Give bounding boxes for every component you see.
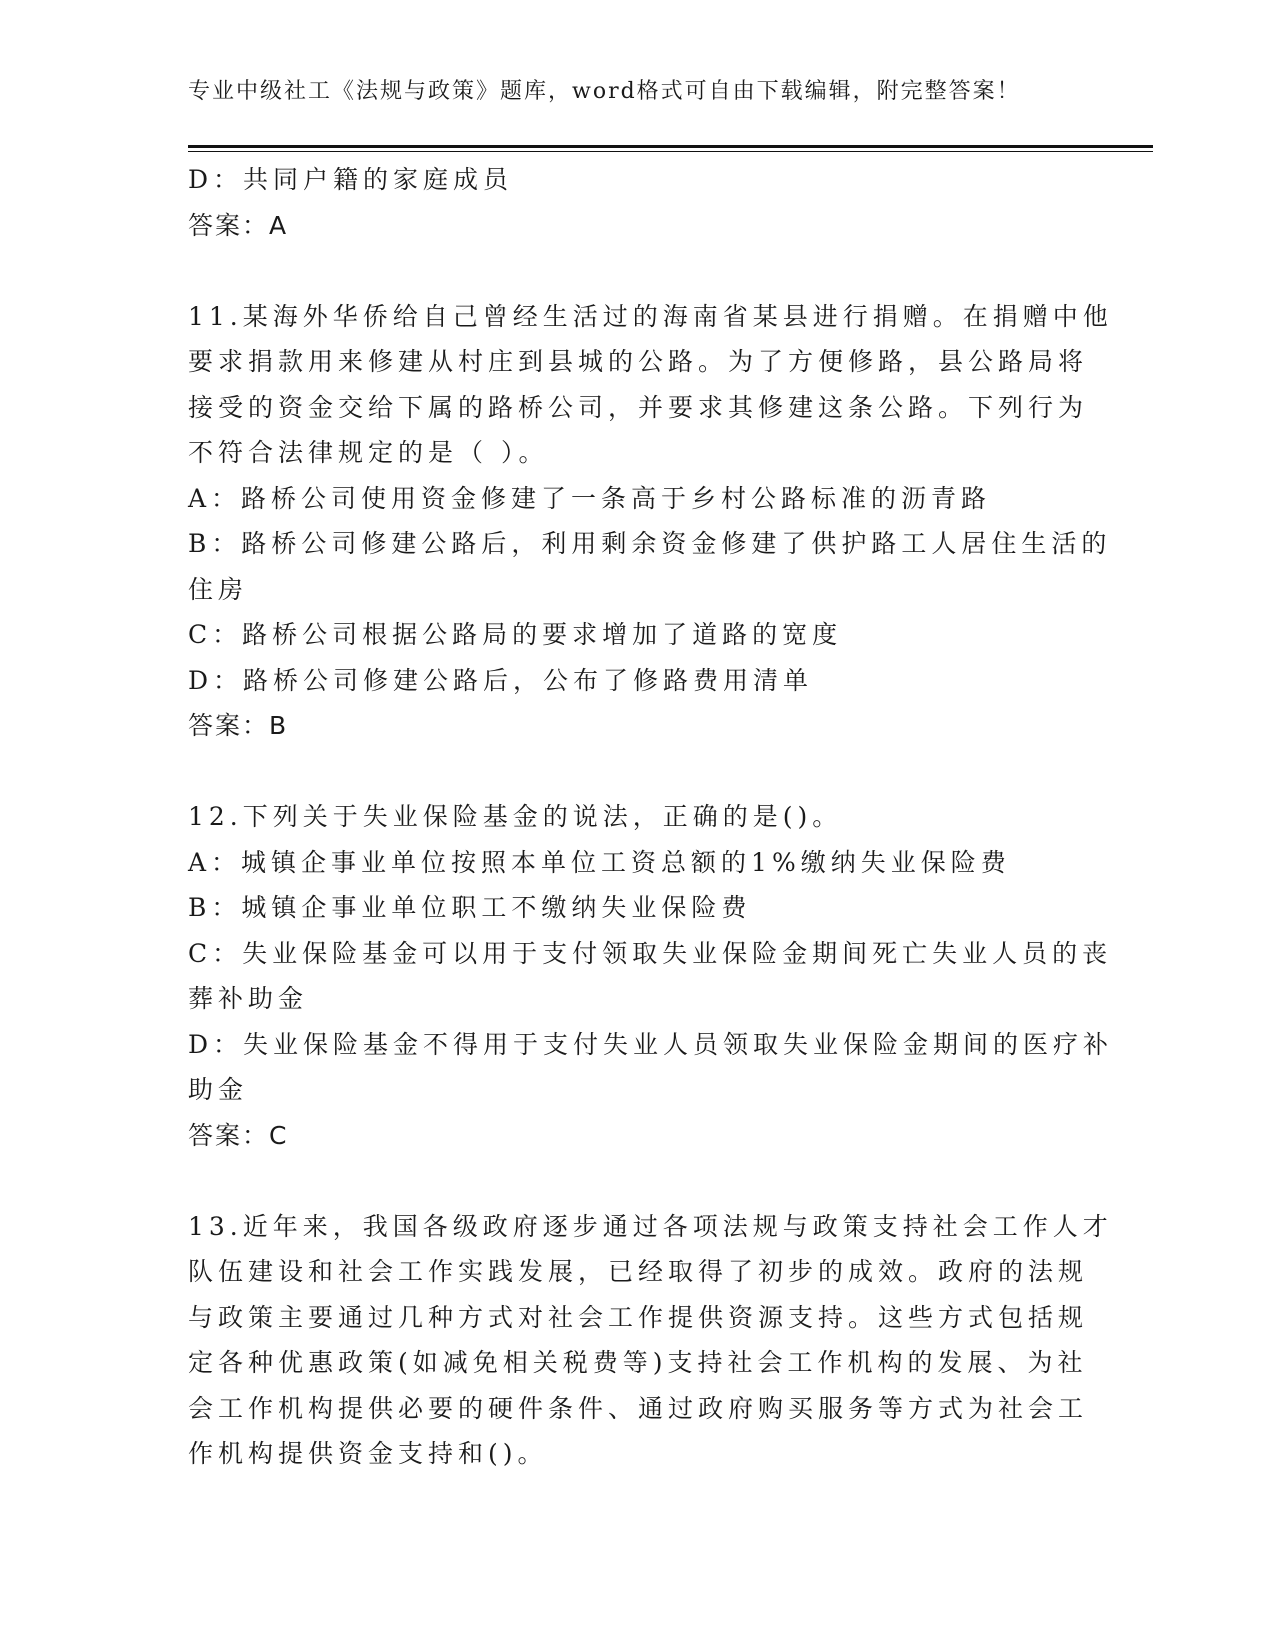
- question-13: [188, 1204, 1113, 1477]
- prev-option-d: D：共同户籍的家庭成员: [188, 165, 514, 194]
- page-header: 专业中级社工《法规与政策》题库，word格式可自由下载编辑，附完整答案！: [188, 79, 1021, 104]
- q12-option-a: A：城镇企事业单位按照本单位工资总额的1%缴纳失业保险费: [188, 847, 1011, 877]
- q12-option-d-cont: 助金: [188, 1075, 249, 1104]
- spacer: [188, 248, 1088, 294]
- q13-stem-line: 与政策主要通过几种方式对社会工作提供资源支持。这些方式包括规: [188, 1302, 1089, 1332]
- q12-option-d: D：失业保险基金不得用于支付失业人员领取失业保险金期间的医疗补: [188, 1029, 1114, 1059]
- q11-answer: 答案：B: [188, 711, 289, 740]
- q11-stem-line: 接受的资金交给下属的路桥公司，并要求其修建这条公路。下列行为: [188, 392, 1089, 422]
- question-11: [188, 294, 1113, 749]
- header-rule-thick: [188, 145, 1153, 148]
- question-content: [188, 157, 1114, 1477]
- q11-option-d: D：路桥公司修建公路后，公布了修路费用清单: [188, 665, 814, 695]
- q13-stem-line: 13.近年来，我国各级政府逐步通过各项法规与政策支持社会工作人才: [188, 1211, 1113, 1241]
- q11-option-c: C：路桥公司根据公路局的要求增加了道路的宽度: [188, 620, 843, 649]
- prev-answer: 答案：A: [188, 210, 289, 240]
- q11-option-a: A：路桥公司使用资金修建了一条高于乡村公路标准的沥青路: [188, 483, 992, 513]
- q12-option-b: B：城镇企事业单位职工不缴纳失业保险费: [188, 893, 752, 922]
- q12-answer: 答案：C: [188, 1120, 289, 1150]
- header-rule-thin: [188, 151, 1153, 152]
- q13-stem-line: 会工作机构提供必要的硬件条件、通过政府购买服务等方式为社会工: [188, 1393, 1089, 1423]
- spacer: [188, 1158, 1088, 1204]
- q11-option-b-cont: 住房: [188, 574, 249, 604]
- spacer: [188, 749, 1088, 795]
- question-12: [188, 794, 1114, 1158]
- q13-stem-line: 队伍建设和社会工作实践发展，已经取得了初步的成效。政府的法规: [188, 1257, 1089, 1286]
- q11-option-b: B：路桥公司修建公路后，利用剩余资金修建了供护路工人居住生活的: [188, 529, 1112, 558]
- q11-stem-line: 要求捐款用来修建从村庄到县城的公路。为了方便修路，县公路局将: [188, 347, 1089, 376]
- q13-stem-line: 定各种优惠政策(如减免相关税费等)支持社会工作机构的发展、为社: [188, 1348, 1088, 1377]
- q12-stem: 12.下列关于失业保险基金的说法，正确的是()。: [188, 802, 843, 831]
- q11-stem-line: 不符合法律规定的是（ ）。: [188, 438, 549, 467]
- q12-option-c-cont: 葬补助金: [188, 984, 309, 1013]
- q11-stem-line: 11.某海外华侨给自己曾经生活过的海南省某县进行捐赠。在捐赠中他: [188, 301, 1113, 331]
- q12-option-c: C：失业保险基金可以用于支付领取失业保险金期间死亡失业人员的丧: [188, 938, 1113, 968]
- q13-stem-line: 作机构提供资金支持和()。: [188, 1439, 548, 1468]
